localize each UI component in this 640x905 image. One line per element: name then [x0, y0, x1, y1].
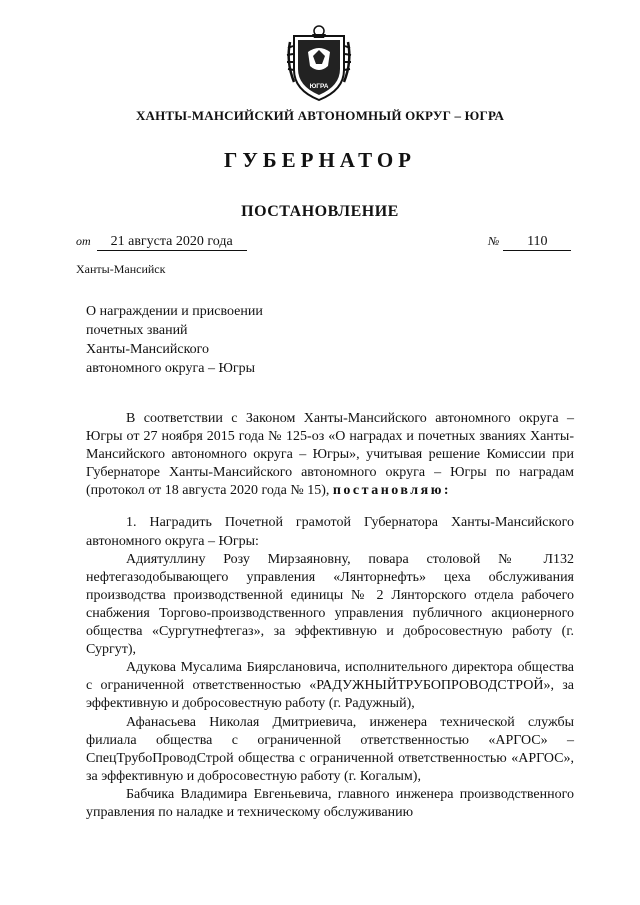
document-subject: [86, 302, 346, 378]
document-type-title: ПОСТАНОВЛЕНИЕ: [241, 203, 399, 220]
preamble-text: В соответствии с Законом Ханты-Мансийского автономного округа – Югры от 27 ноября 2015 года № 125-оз «О наградах и почетных званиях Ханты-Мансийского автономного округа – Югры», учитывая решение Комиссии при Губернаторе Ханты-Мансийского автономного округа – Югры по наградам (протокол от 18 августа 2020 года № 15),: [86, 411, 574, 499]
subject-line: почетных званий: [86, 323, 188, 338]
document-number: 110: [503, 234, 571, 251]
date-line: [76, 234, 247, 251]
emblem-label: ЮГРА: [309, 83, 329, 90]
governor-title: ГУБЕРНАТОР: [223, 148, 417, 172]
subject-line: О награждении и присвоении: [86, 304, 263, 319]
awardee-paragraph: Афанасьева Николая Дмитриевича, инженера технической службы филиала общества с ограниченной ответственностью «АРГОС» – СпецТрубоПроводСтрой общества с ограниченной ответственностью «АРГОС», за эффективную и добросовестную работу (г. Когалым),: [86, 714, 574, 784]
award-item-paragraph: 1. Наградить Почетной грамотой Губернатора Ханты-Мансийского автономного округа – Югры:: [86, 515, 574, 549]
date-prefix: от: [76, 234, 91, 248]
awardee-paragraph: Адукова Мусалима Биярслановича, исполнительного директора общества с ограниченной ответственностью «РАДУЖНЫЙТРУБОПРОВОДСТРОЙ», за эффективную и добросовестную работу (г. Радужный),: [86, 660, 574, 712]
number-line: [488, 234, 571, 251]
decree-word: постановляю:: [332, 483, 452, 499]
document-city: Ханты-Мансийск: [76, 262, 166, 276]
document-date: 21 августа 2020 года: [97, 234, 247, 251]
coat-of-arms-emblem: [284, 22, 354, 106]
subject-line: Ханты-Мансийского: [86, 342, 210, 357]
document-body: [86, 410, 574, 822]
preamble-paragraph: [86, 410, 574, 500]
region-title: ХАНТЫ-МАНСИЙСКИЙ АВТОНОМНЫЙ ОКРУГ – ЮГРА: [135, 108, 505, 123]
number-prefix: №: [488, 234, 500, 248]
awardee-paragraph: Бабчика Владимира Евгеньевича, главного инженера производственного управления по наладке и техническому обслуживанию: [86, 786, 574, 820]
subject-line: автономного округа – Югры: [86, 361, 255, 376]
awardee-paragraph: Адиятуллину Розу Мирзаяновну, повара столовой № Л132 нефтегазодобывающего управления «Лянторнефть» цеха обслуживания производства производственной единицы № 2 Лянторского отдела рабочего снабжения Торгово-производственного управления публичного акционерного общества «Сургутнефтегаз», за эффективную и добросовестную работу (г. Сургут),: [86, 551, 574, 658]
